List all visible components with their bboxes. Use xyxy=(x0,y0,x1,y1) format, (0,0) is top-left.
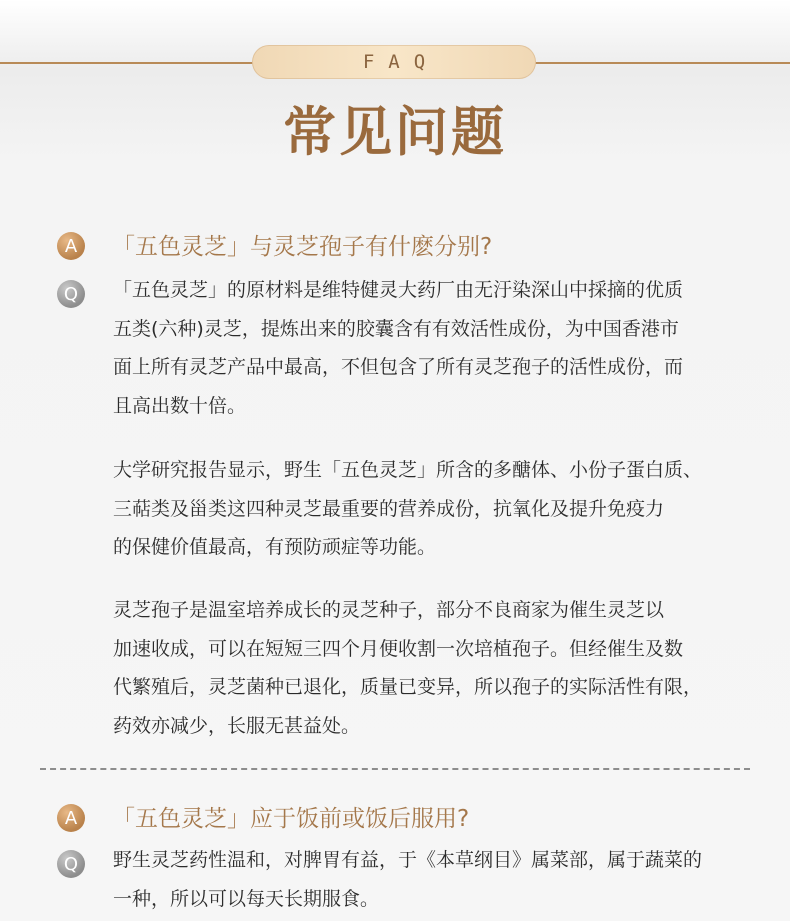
faq-question-2: 「五色灵芝」应于饭前或饭后服用? xyxy=(112,806,470,832)
faq-answer-1-para-1 xyxy=(113,271,753,425)
text-line: 代繁殖后，灵芝菌种已退化，质量已变异，所以孢子的实际活性有限， xyxy=(113,676,703,698)
text-line: 「五色灵芝」的原材料是维特健灵大药厂由无汙染深山中採摘的优质 xyxy=(113,279,684,301)
text-line: 的保健价值最高，有预防顽症等功能。 xyxy=(113,536,437,558)
section-divider xyxy=(40,768,750,770)
text-line: 大学研究报告显示，野生「五色灵芝」所含的多醣体、小份子蛋白质、 xyxy=(113,459,703,481)
text-line: 野生灵芝药性温和，对脾胃有益，于《本草纲目》属菜部，属于蔬菜的 xyxy=(113,849,703,871)
faq-pill xyxy=(252,45,536,79)
text-line: 面上所有灵芝产品中最高，不但包含了所有灵芝孢子的活性成份，而 xyxy=(113,356,684,378)
question-badge-icon xyxy=(57,850,85,878)
faq-answer-1-para-3 xyxy=(113,591,753,745)
text-line: 灵芝孢子是温室培养成长的灵芝种子，部分不良商家为催生灵芝以 xyxy=(113,599,665,621)
text-line: 一种，所以可以每天长期服食。 xyxy=(113,887,380,910)
faq-answer-2-para-1 xyxy=(113,841,753,918)
question-badge-letter: Q xyxy=(63,283,79,305)
faq-label: FAQ xyxy=(362,51,440,73)
text-line: 五类(六种)灵芝，提炼出来的胶囊含有有效活性成份，为中国香港市 xyxy=(113,317,679,340)
answer-badge-letter: A xyxy=(64,235,78,257)
answer-badge-icon xyxy=(57,232,85,260)
text-line: 加速收成，可以在短短三四个月便收割一次培植孢子。但经催生及数 xyxy=(113,637,684,660)
text-line: 药效亦减少，长服无甚益处。 xyxy=(113,714,361,737)
faq-answer-1-para-2 xyxy=(113,451,753,567)
text-line: 三萜类及甾类这四种灵芝最重要的营养成份，抗氧化及提升免疫力 xyxy=(113,497,665,520)
question-badge-letter: Q xyxy=(63,853,79,875)
header-divider-right xyxy=(533,62,790,64)
text-line: 且高出数十倍。 xyxy=(113,394,247,417)
answer-badge-letter: A xyxy=(64,807,78,829)
answer-badge-icon xyxy=(57,804,85,832)
page-title: 常见问题 xyxy=(283,102,507,163)
question-badge-icon xyxy=(57,280,85,308)
header-divider-left xyxy=(0,62,255,64)
faq-question-1: 「五色灵芝」与灵芝孢子有什麽分别? xyxy=(112,234,493,260)
